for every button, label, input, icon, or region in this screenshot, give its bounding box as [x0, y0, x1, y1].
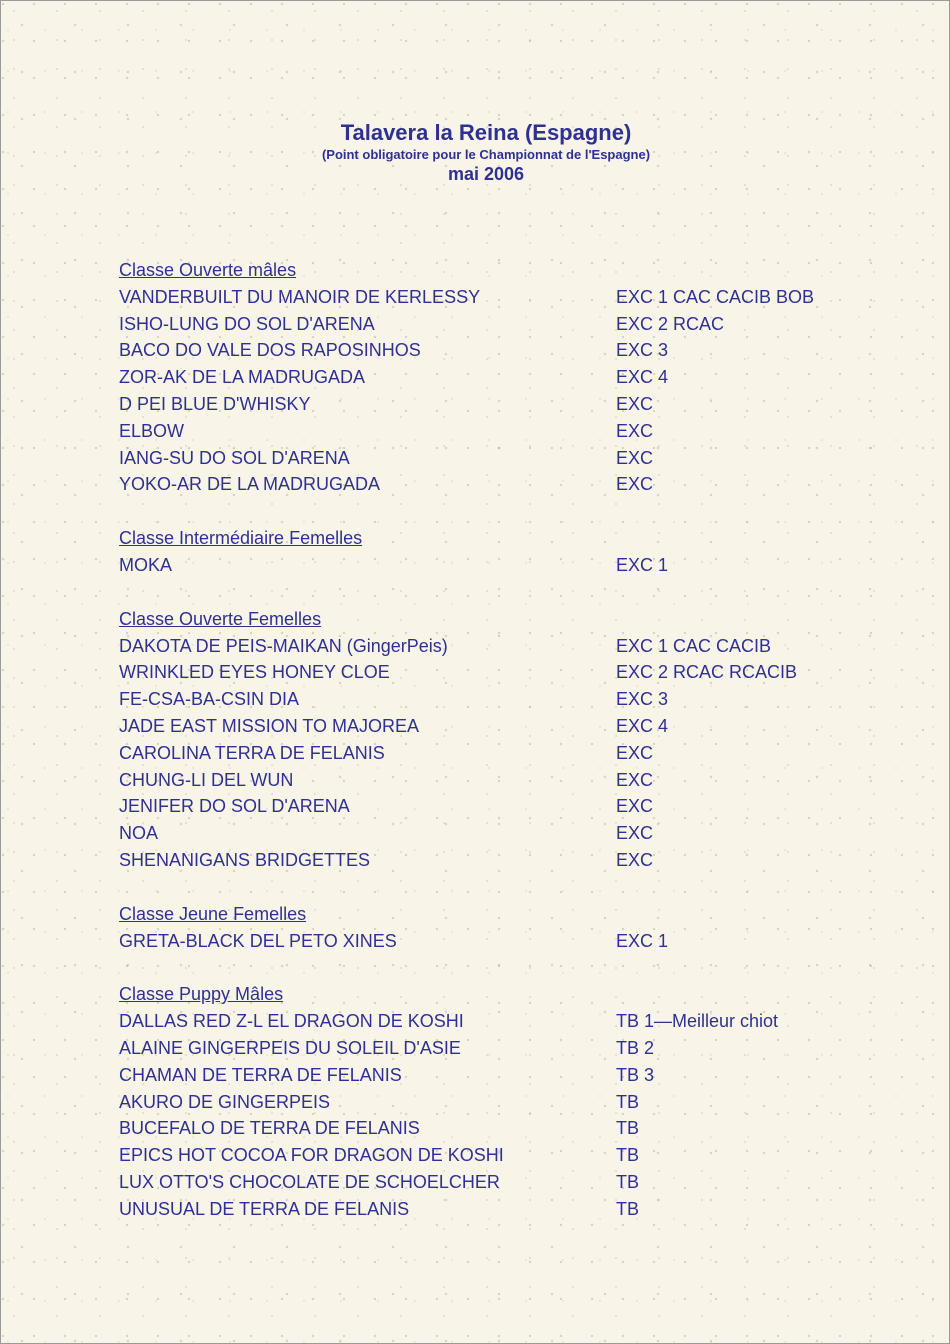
- dog-name: AKURO DE GINGERPEIS: [119, 1091, 331, 1112]
- dog-name: CHUNG-LI DEL WUN: [119, 769, 294, 790]
- result-row: [119, 1035, 879, 1062]
- dog-name: NOA: [119, 823, 159, 844]
- dog-name: BUCEFALO DE TERRA DE FELANIS: [119, 1118, 420, 1139]
- result-row: [119, 1169, 879, 1196]
- dog-name: JADE EAST MISSION TO MAJOREA: [119, 715, 420, 736]
- result-row: [119, 418, 879, 445]
- award-result: EXC 1: [616, 930, 669, 951]
- dog-name: UNUSUAL DE TERRA DE FELANIS: [119, 1198, 410, 1219]
- award-result: EXC 2 RCAC: [616, 313, 725, 334]
- results-section: [119, 606, 879, 874]
- dog-name: JENIFER DO SOL D'ARENA: [119, 796, 350, 817]
- award-result: EXC: [616, 742, 654, 763]
- result-row: [119, 1196, 879, 1223]
- dog-name: BACO DO VALE DOS RAPOSINHOS: [119, 340, 421, 361]
- section-title: Classe Ouverte Femelles: [119, 608, 322, 629]
- award-result: TB: [616, 1171, 640, 1192]
- dog-name: MOKA: [119, 554, 173, 575]
- result-row: [119, 847, 879, 874]
- result-row: [119, 445, 879, 472]
- result-row: [119, 633, 879, 660]
- result-row: [119, 1142, 879, 1169]
- award-result: TB 1—Meilleur chiot: [616, 1011, 779, 1032]
- award-result: EXC: [616, 420, 654, 441]
- award-result: EXC 3: [616, 340, 669, 361]
- dog-name: ELBOW: [119, 420, 185, 441]
- dog-name: ISHO-LUNG DO SOL D'ARENA: [119, 313, 375, 334]
- dog-name: ZOR-AK DE LA MADRUGADA: [119, 367, 366, 388]
- award-result: EXC: [616, 849, 654, 870]
- result-row: [119, 337, 879, 364]
- section-title: Classe Intermédiaire Femelles: [119, 528, 363, 549]
- award-result: EXC 2 RCAC RCACIB: [616, 662, 798, 683]
- award-result: TB: [616, 1198, 640, 1219]
- award-result: EXC: [616, 823, 654, 844]
- dog-name: SHENANIGANS BRIDGETTES: [119, 849, 371, 870]
- dog-name: FE-CSA-BA-CSIN DIA: [119, 689, 300, 710]
- result-row: [119, 713, 879, 740]
- section-title: Classe Puppy Mâles: [119, 984, 284, 1005]
- dog-name: CAROLINA TERRA DE FELANIS: [119, 742, 385, 763]
- result-row: [119, 659, 879, 686]
- result-row: [119, 740, 879, 767]
- dog-name: CHAMAN DE TERRA DE FELANIS: [119, 1064, 402, 1085]
- award-result: EXC 4: [616, 715, 669, 736]
- section-title: Classe Ouverte mâles: [119, 260, 297, 280]
- award-result: EXC 1 CAC CACIB: [616, 635, 772, 656]
- award-result: EXC: [616, 447, 654, 468]
- dog-name: D PEI BLUE D'WHISKY: [119, 393, 311, 414]
- dog-name: GRETA-BLACK DEL PETO XINES: [119, 930, 397, 951]
- results-section: [119, 257, 879, 498]
- award-result: EXC: [616, 474, 654, 495]
- result-row: [119, 311, 879, 338]
- dog-name: IANG-SU DO SOL D'ARENA: [119, 447, 350, 468]
- dog-name: EPICS HOT COCOA FOR DRAGON DE KOSHI: [119, 1145, 504, 1166]
- result-row: [119, 928, 879, 955]
- result-row: [119, 686, 879, 713]
- page-date: mai 2006: [447, 164, 525, 184]
- award-result: TB 3: [616, 1064, 655, 1085]
- award-result: EXC 1 CAC CACIB BOB: [616, 286, 815, 307]
- result-row: [119, 820, 879, 847]
- result-row: [119, 391, 879, 418]
- dog-name: LUX OTTO'S CHOCOLATE DE SCHOELCHER: [119, 1171, 500, 1192]
- dog-name: DALLAS RED Z-L EL DRAGON DE KOSHI: [119, 1011, 464, 1032]
- page-subtitle: (Point obligatoire pour le Championnat de l'Espagne): [321, 147, 651, 162]
- result-row: [119, 767, 879, 794]
- award-result: EXC 3: [616, 689, 669, 710]
- result-row: [119, 1062, 879, 1089]
- result-row: [119, 471, 879, 498]
- results-section: [119, 901, 879, 955]
- result-row: [119, 793, 879, 820]
- result-row: [119, 552, 879, 579]
- result-row: [119, 1008, 879, 1035]
- dog-name: YOKO-AR DE LA MADRUGADA: [119, 474, 381, 495]
- award-result: EXC: [616, 393, 654, 414]
- award-result: EXC 4: [616, 367, 669, 388]
- document-header: [1, 119, 950, 185]
- award-result: TB: [616, 1091, 640, 1112]
- award-result: TB: [616, 1145, 640, 1166]
- award-result: TB: [616, 1118, 640, 1139]
- result-row: [119, 284, 879, 311]
- results-list: [119, 257, 879, 1250]
- award-result: TB 2: [616, 1037, 655, 1058]
- dog-name: WRINKLED EYES HONEY CLOE: [119, 662, 390, 683]
- dog-name: DAKOTA DE PEIS-MAIKAN (GingerPeis): [119, 635, 448, 656]
- award-result: EXC: [616, 796, 654, 817]
- result-row: [119, 1115, 879, 1142]
- dog-name: ALAINE GINGERPEIS DU SOLEIL D'ASIE: [119, 1037, 461, 1058]
- results-section: [119, 525, 879, 579]
- award-result: EXC 1: [616, 554, 669, 575]
- section-title: Classe Jeune Femelles: [119, 903, 307, 924]
- dog-name: VANDERBUILT DU MANOIR DE KERLESSY: [119, 286, 481, 307]
- results-section: [119, 981, 879, 1222]
- result-row: [119, 364, 879, 391]
- page-title: Talavera la Reina (Espagne): [340, 120, 632, 145]
- award-result: EXC: [616, 769, 654, 790]
- result-row: [119, 1089, 879, 1116]
